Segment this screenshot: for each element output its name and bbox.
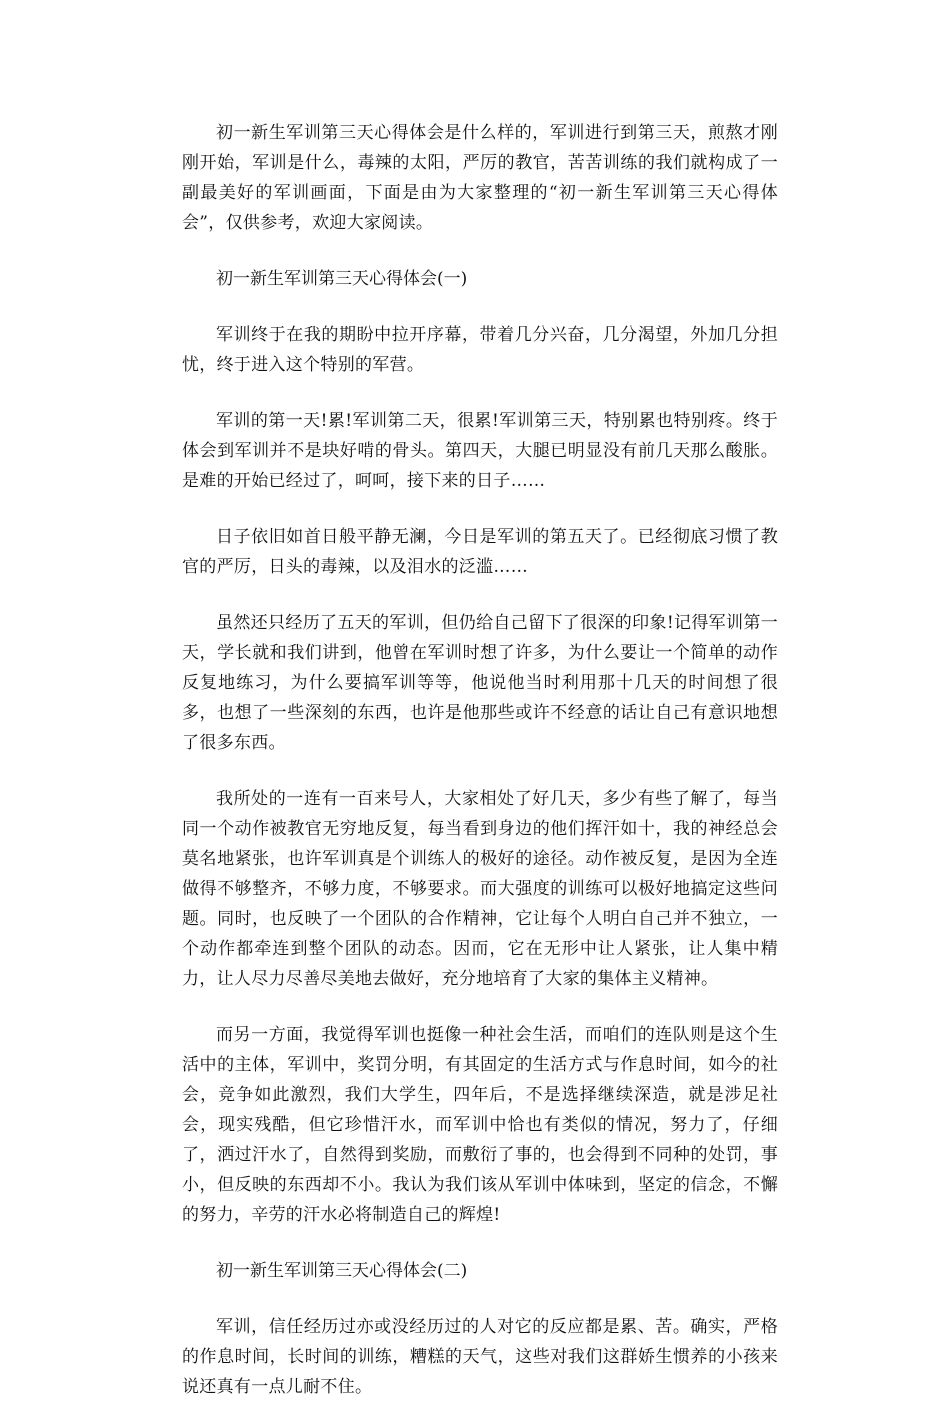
- paragraph: 日子依旧如首日般平静无澜，今日是军训的第五天了。已经彻底习惯了教官的严厉，日头的毒辣，以及泪水的泛滥……: [182, 527, 778, 577]
- paragraph: 军训终于在我的期盼中拉开序幕，带着几分兴奋，几分渴望，外加几分担忧，终于进入这个特别的军营。: [182, 325, 778, 375]
- paragraph: 而另一方面，我觉得军训也挺像一种社会生活，而咱们的连队则是这个生活中的主体，军训中，奖罚分明，有其固定的生活方式与作息时间，如今的社会，竞争如此激烈，我们大学生，四年后，不是选择继续深造，就是涉足社会，现实残酷，但它珍惜汗水，而军训中恰也有类似的情况，努力了，仔细了，洒过汗水了，自然得到奖励，而敷衍了事的，也会得到不同种的处罚，事小，但反映的东西却不小。我认为我们该从军训中体味到，坚定的信念，不懈的努力，辛劳的汗水必将制造自己的辉煌!: [182, 1025, 778, 1225]
- paragraph: 军训的第一天!累!军训第二天，很累!军训第三天，特别累也特别疼。终于体会到军训并不是块好啃的骨头。第四天，大腿已明显没有前几天那么酸胀。是难的开始已经过了，呵呵，接下来的日子……: [182, 411, 778, 491]
- document-page: [182, 118, 778, 1428]
- paragraph: 军训，信任经历过亦或没经历过的人对它的反应都是累、苦。确实，严格的作息时间，长时间的训练，糟糕的天气，这些对我们这群娇生惯养的小孩来说还真有一点儿耐不住。: [182, 1317, 778, 1397]
- paragraph: 虽然还只经历了五天的军训，但仍给自己留下了很深的印象!记得军训第一天，学长就和我们讲到，他曾在军训时想了许多，为什么要让一个简单的动作反复地练习，为什么要搞军训等等，他说他当时利用那十几天的时间想了很多，也想了一些深刻的东西，也许是他那些或许不经意的话让自己有意识地想了很多东西。: [182, 613, 778, 753]
- paragraph: 我所处的一连有一百来号人，大家相处了好几天，多少有些了解了，每当同一个动作被教官无穷地反复，每当看到身边的他们挥汗如十，我的神经总会莫名地紧张，也许军训真是个训练人的极好的途径。动作被反复，是因为全连做得不够整齐，不够力度，不够要求。而大强度的训练可以极好地搞定这些问题。同时，也反映了一个团队的合作精神，它让每个人明白自己并不独立，一个动作都牵连到整个团队的动态。因而，它在无形中让人紧张，让人集中精力，让人尽力尽善尽美地去做好，充分地培育了大家的集体主义精神。: [182, 789, 778, 989]
- section-heading-2: 初一新生军训第三天心得体会(二): [216, 1261, 468, 1281]
- intro-paragraph: 初一新生军训第三天心得体会是什么样的，军训进行到第三天，煎熬才刚刚开始，军训是什么，毒辣的太阳，严厉的教官，苦苦训练的我们就构成了一副最美好的军训画面，下面是由为大家整理的“初一新生军训第三天心得体会”，仅供参考，欢迎大家阅读。: [182, 123, 778, 233]
- section-heading-1: 初一新生军训第三天心得体会(一): [216, 269, 468, 289]
